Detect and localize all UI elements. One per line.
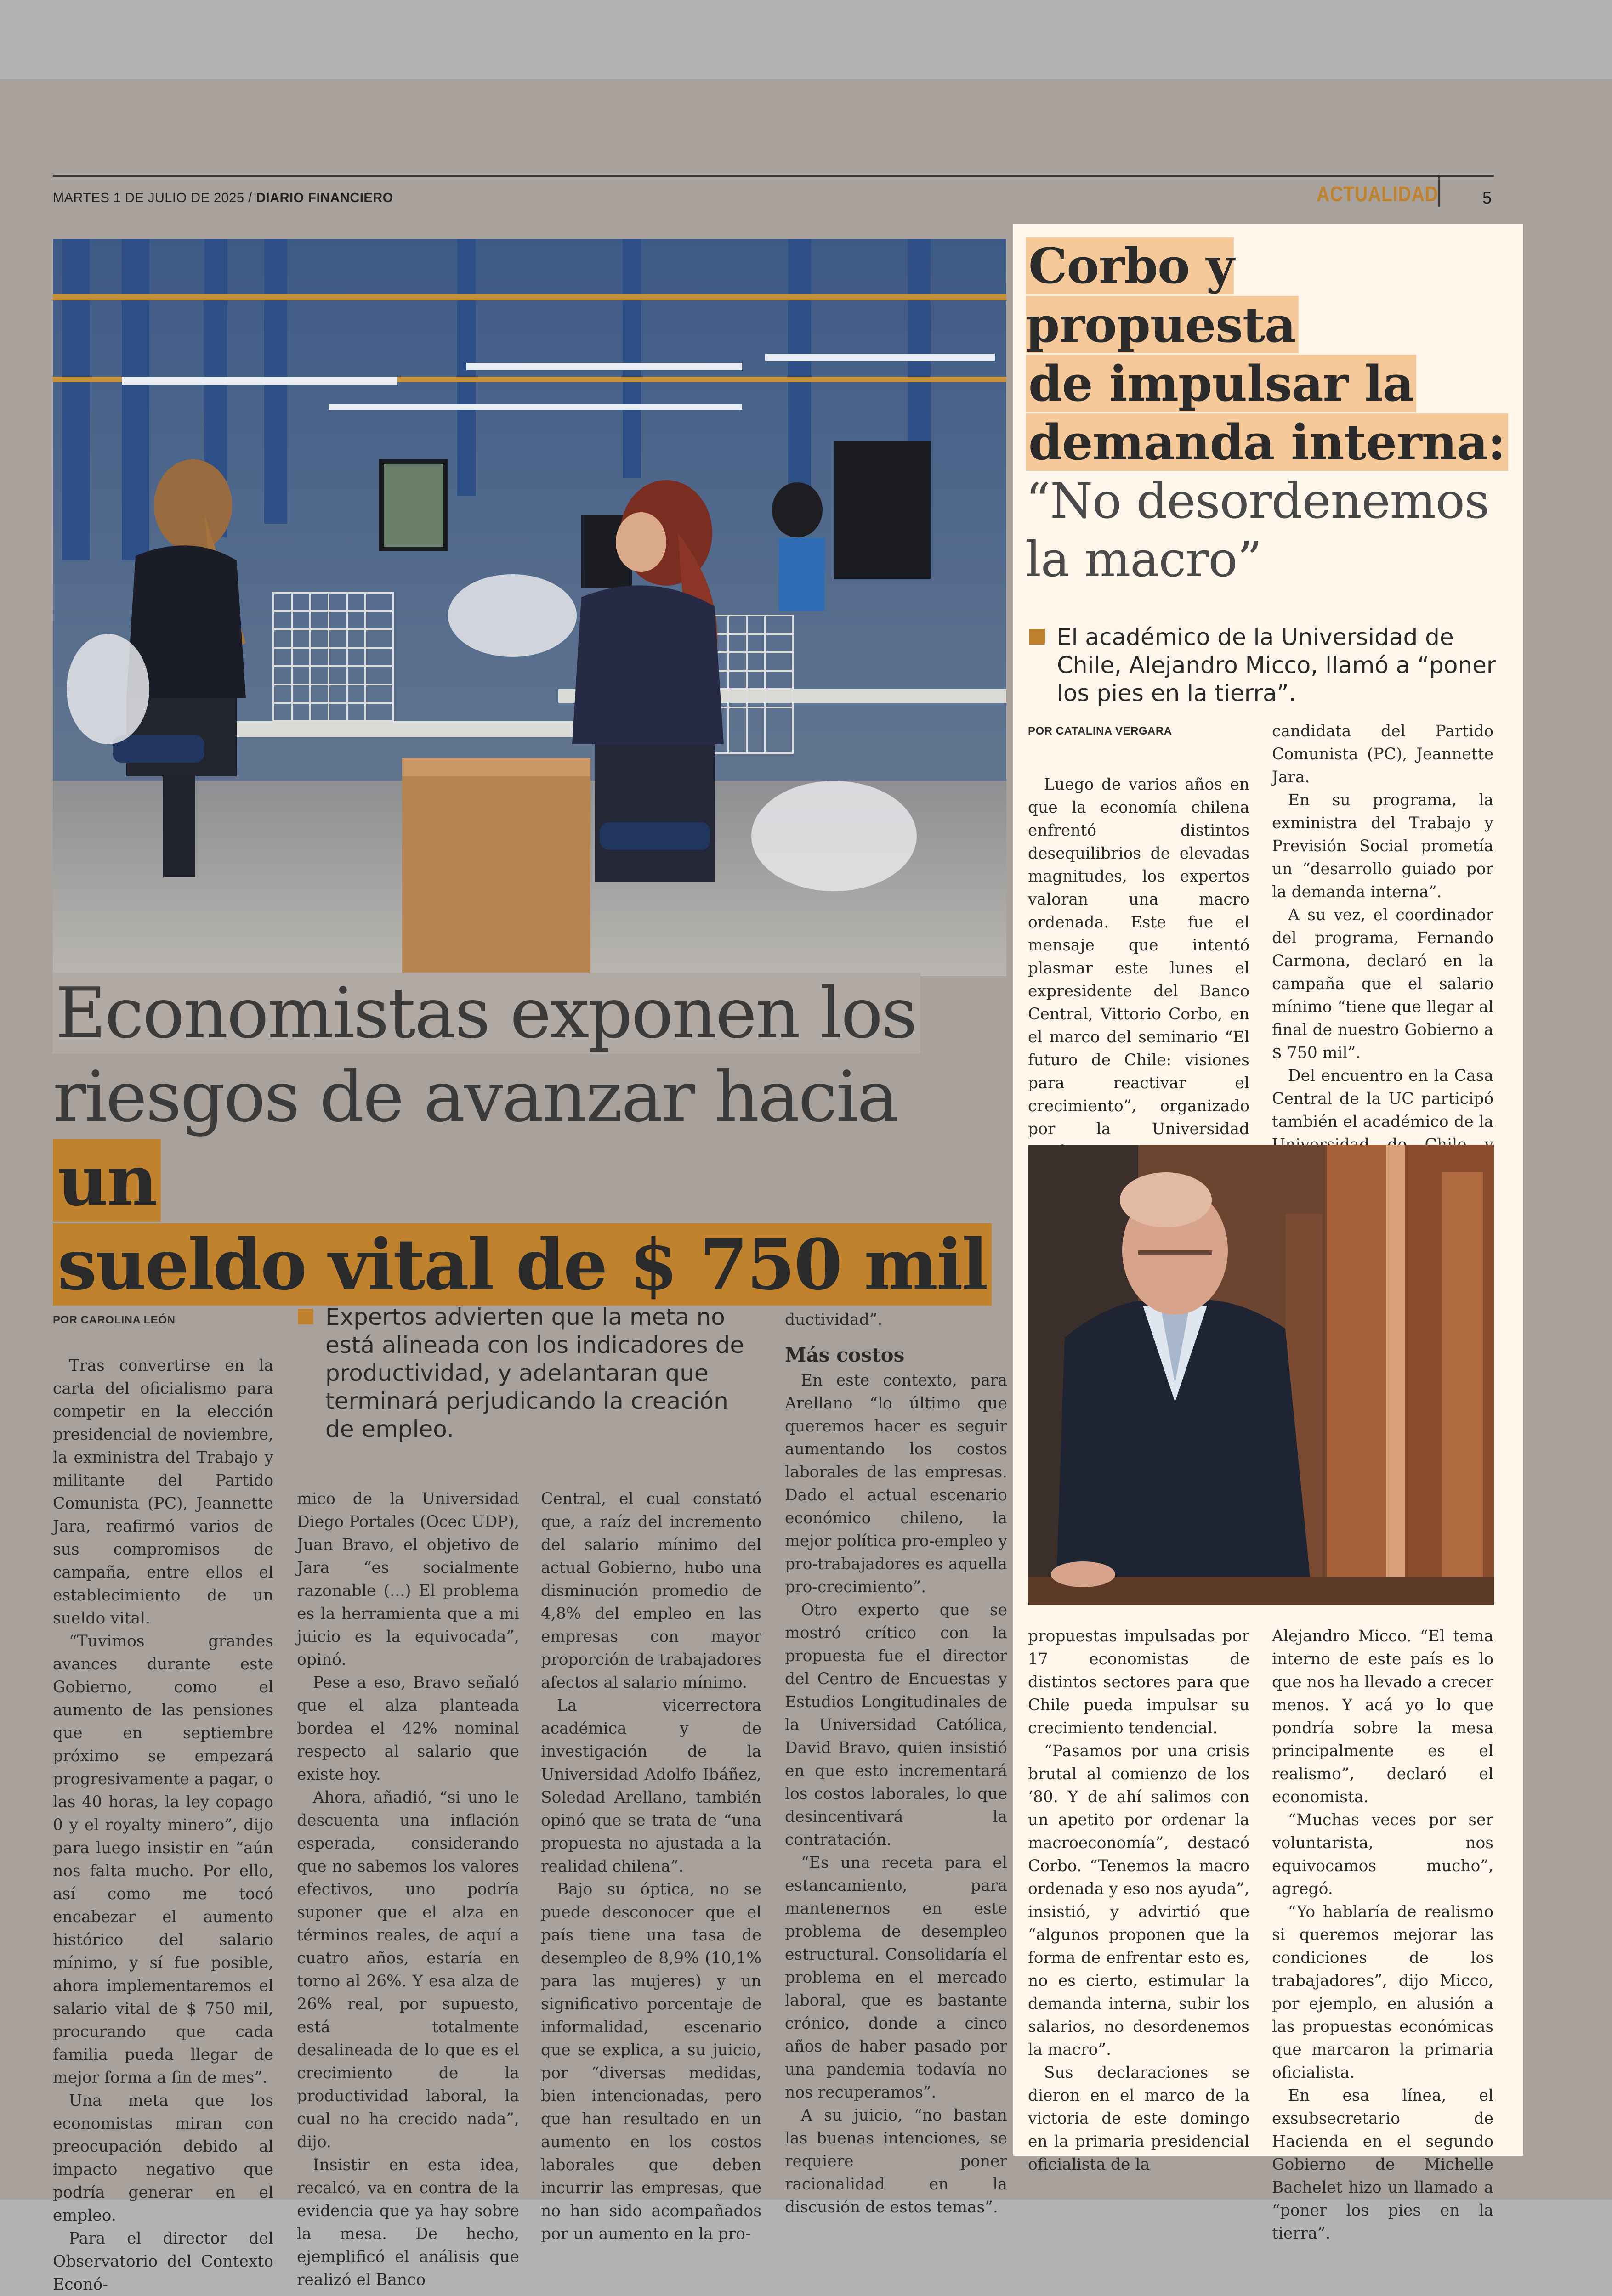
paragraph: ductividad”.: [785, 1311, 883, 1329]
paragraph: “Es una receta para el estancamiento, para mantenernos en este problema de desempleo estructural. Consolidaría el problema en el mercado laboral, que es bastante crónico, donde a cinco años de haber pasado por una pandemia todavía no nos recuperamos”.: [785, 1854, 1007, 2102]
paragraph: “Yo hablaría de realismo si queremos mejorar las condiciones de los trabajadores”, dijo Micco, por ejemplo, en alusión a las propuestas económicas que marcaron la primaria oficialista.: [1272, 1903, 1493, 2082]
page-number: 5: [1482, 188, 1492, 207]
sidebar-headline-line-1: Corbo y propuesta: [1026, 237, 1299, 353]
paragraph: Del encuentro en la Casa Central de la UC participó también el académico de la: [1272, 1067, 1493, 1131]
sidebar-headline: [1026, 237, 1513, 588]
main-byline: POR CAROLINA LEÓN: [53, 1314, 176, 1326]
main-lead-text: Expertos advierten que la meta no está alineada con los indicadores de productividad, y adelantaran que terminará perjudicando la creación de empleo.: [325, 1304, 744, 1442]
sidebar-byline: POR CATALINA VERGARA: [1028, 725, 1172, 737]
header-divider: [1438, 175, 1440, 207]
paragraph: Alejandro Micco. “El tema interno de este país es lo que nos ha llevado a crecer menos. Y acá yo lo que pondría sobre la mesa principalmente es el realismo”, declaró el economista.: [1272, 1627, 1493, 1806]
headline-line-1: Economistas exponen los: [53, 973, 920, 1054]
main-lead: [298, 1303, 757, 1443]
paragraph: Otro experto que se mostró crítico con la propuesta fue el director del Centro de Encuestas y Estudios Longitudinales de la Universidad Católica, David Bravo, quien insistió en que esto incrementará los costos laborales, lo que desincentivará la contratación.: [785, 1601, 1007, 1849]
paragraph: candidata del Partido Comunista (PC), Jeannette Jara.: [1272, 722, 1493, 786]
paragraph: A su vez, el coordinador del programa, Fernando Carmona, declaró en la campaña que el salario mínimo “tiene que llegar al final de nuestro Gobierno a $ 750 mil”.: [1272, 906, 1493, 1062]
date-text: MARTES 1 DE JULIO DE 2025 /: [53, 191, 256, 205]
paragraph: propuestas impulsadas por 17 economistas de distintos sectores para que Chile pueda impulsar su crecimiento tendencial.: [1028, 1627, 1249, 1737]
paragraph: En este contexto, para Arellano “lo último que queremos hacer es seguir aumentando los costos laborales de las empresas. Dado el actual escenario económico chileno, la mejor política pro-empleo y pro-trabajadores es aquella pro-crecimiento”.: [785, 1371, 1007, 1596]
header-date: [53, 191, 393, 206]
alejandro-micco-photo: [1028, 1145, 1494, 1605]
headline-line-2: riesgos de avanzar hacia: [53, 1056, 897, 1137]
paragraph: Insistir en esta idea, recalcó, va en contra de la evidencia que ya hay sobre la mesa. De hecho, ejemplificó el análisis que realizó el Banco: [297, 2156, 519, 2289]
publication-name: DIARIO FINANCIERO: [256, 191, 393, 205]
paragraph: Central, el cual constató que, a raíz del incremento del salario mínimo del actual Gobierno, hubo una disminución promedio de 4,8% del empleo en las empresas con mayor proporción de trabajadores afectos al salario mínimo.: [541, 1490, 761, 1692]
paragraph: Para el director del Observatorio del Contexto Econó-: [53, 2229, 273, 2294]
sidebar-headline-line-3: demanda interna:: [1026, 413, 1508, 471]
paragraph: mico de la Universidad Diego Portales (Ocec UDP), Juan Bravo, el objetivo de Jara “es socialmente razonable (...) El problema es la herramienta que a mi juicio es la equivocada”, opinó.: [297, 1490, 519, 1669]
main-column-1: [53, 1354, 273, 2296]
paragraph: Luego de varios años en que la economía chilena enfrentó distintos desequilibrios de elevadas magnitudes, los expertos valoran una macro ordenada. Este fue el mensaje que intentó plasmar este lunes el expresidente del Banco Central, Vittorio Corbo, en el marco del seminario “El futuro de Chile: visiones para reactivar el crecimiento”, organizado por la Universidad: [1028, 775, 1249, 1138]
paragraph: Bajo su óptica, no se puede desconocer que el país tiene una tasa de desempleo de 8,9% (10,1% para las mujeres) y un significativo porcentaje de informalidad, escenario que se explica, a su juicio, por “diversas medidas, bien intencionadas, pero que han resultado en un aumento en los costos laborales que deben incurrir las empresas, que no han sido acompañados por un aumento en la pro-: [541, 1880, 761, 2243]
paragraph: A su juicio, “no bastan las buenas intenciones, se requiere poner racionalidad en la discusión de estos temas”.: [785, 2106, 1007, 2217]
main-column-4: [785, 1308, 1007, 2219]
section-label: ACTUALIDAD: [1317, 182, 1438, 206]
sidebar-column-2: [1272, 720, 1493, 1202]
paragraph: “Pasamos por una crisis brutal al comienzo de los ‘80. Y de ahí salimos con un apetito por ordenar la macroeconomía”, destacó Corbo. “Tenemos la macro ordenada y eso nos ayuda”, insistió, y advirtió que “algunos proponen que la forma de enfrentar esto es, no es cierto, estimular la demanda interna, subir los salarios, no desordenemos la macro”.: [1028, 1742, 1249, 2059]
paragraph: Una meta que los economistas miran con preocupación debido al impacto negativo que podría generar en el empleo.: [53, 2092, 273, 2225]
header-rule: [53, 175, 1494, 177]
main-column-2: [297, 1487, 519, 2291]
sidebar-headline-quote-2: la macro”: [1026, 531, 1262, 588]
paragraph: “Muchas veces por ser voluntarista, nos equivocamos mucho”, agregó.: [1272, 1811, 1493, 1898]
sidebar-column-3: [1028, 1625, 1249, 2176]
sidebar-column-1: [1028, 773, 1249, 1210]
factory-workers-photo: [53, 239, 1006, 976]
paragraph: Sus declaraciones se dieron en el marco de la victoria de este domingo en la primaria presidencial oficialista de la: [1028, 2064, 1249, 2174]
paragraph: La vicerrectora académica y de investigación de la Universidad Adolfo Ibáñez, Soledad Arellano, también opinó que se trata de “una propuesta no ajustada a la realidad chilena”.: [541, 1697, 761, 1876]
lead-bullet-icon: [1029, 629, 1045, 645]
paragraph: Ahora, añadió, “si uno le descuenta una inflación esperada, considerando que no sabemos los valores efectivos, uno podría suponer que el alza en términos reales, de aquí a cuatro años, estaría en torno al 26%. Y esa alza de 26% real, por supuesto, está totalmente desalineada de lo que es el crecimiento de la productividad laboral, la cual no ha crecido nada”, dijo.: [297, 1788, 519, 2151]
sidebar-headline-line-2: de impulsar la: [1026, 355, 1416, 412]
paragraph: Tras convertirse en la carta del oficialismo para competir en la elección presidencial de noviembre, la exministra del Trabajo y militante del Partido Comunista (PC), Jeannette Jara, reafirmó varios de sus compromisos de campaña, entre ellos el establecimiento de un sueldo vital.: [53, 1357, 273, 1628]
paragraph: Pese a eso, Bravo señaló que el alza planteada bordea el 42% nominal respecto al salario que existe hoy.: [297, 1674, 519, 1784]
paragraph: En su programa, la exministra del Trabajo y Previsión Social prometía un “desarrollo guiado por la demanda interna”.: [1272, 791, 1493, 901]
headline-highlight-2: sueldo vital de $ 750 mil: [53, 1223, 992, 1306]
subhead-mas-costos: Más costos: [785, 1344, 905, 1366]
sidebar-headline-quote-1: “No desordenemos: [1026, 473, 1489, 529]
paragraph: En esa línea, el exsubsecretario de Hacienda en el segundo Gobierno de Michelle Bachelet hizo un llamado a “poner los pies en la tierra”.: [1272, 2087, 1493, 2243]
sidebar-lead: [1029, 623, 1500, 707]
lead-bullet-icon: [298, 1309, 313, 1324]
sidebar-column-4: [1272, 1625, 1493, 2245]
main-headline: [53, 972, 1018, 1307]
paragraph: “Tuvimos grandes avances durante este Gobierno, como el aumento de las pensiones que en septiembre próximo se empezará progresivamente a pagar, o las 40 horas, la ley copago 0 y el royalty minero”, dijo para luego insistir en “aún nos falta mucho. Por ello, así como me tocó encabezar el aumento histórico del salario mínimo, y sí fue posible, ahora implementaremos el salario vital de $ 750 mil, procurando que cada familia pueda llegar de mejor forma a fin de mes”.: [53, 1632, 273, 2087]
sidebar-lead-text: El académico de la Universidad de Chile, Alejandro Micco, llamó a “poner los pies en la tierra”.: [1057, 624, 1496, 707]
main-column-3: [541, 1487, 761, 2245]
headline-highlight-1: un: [53, 1139, 161, 1222]
